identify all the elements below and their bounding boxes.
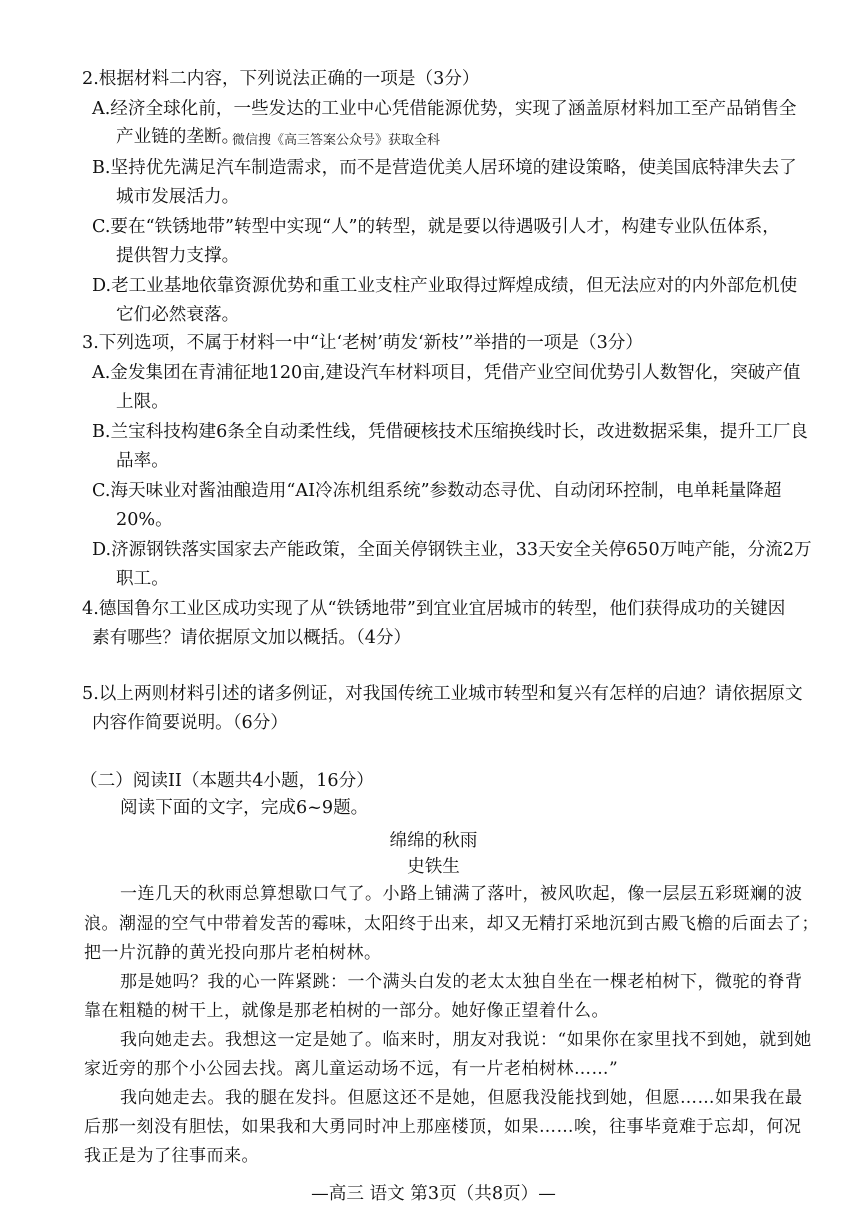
q2-option-a-cont: 产业链的垄断。 — [116, 127, 240, 147]
story-paragraph-1-cont: 浪。潮湿的空气中带着发苦的霉味，太阳终于出来，却又无精打采地沉到古殿飞檐的后面去了； — [84, 914, 819, 934]
q2-option-c: C.要在“铁锈地带”转型中实现“人”的转型，就是要以待遇吸引人才，构建专业队伍体系， — [92, 217, 780, 237]
story-paragraph-2: 那是她吗？我的心一阵紧跳：一个满头白发的老太太独自坐在一棵老柏树下，微驼的脊背 — [120, 972, 803, 992]
q2-option-b: B.坚持优先满足汽车制造需求，而不是营造优美人居环境的建设策略，使美国底特津失去了 — [92, 158, 797, 178]
story-paragraph-4-cont: 我正是为了往事而来。 — [84, 1146, 259, 1166]
question-5-stem: 5.以上两则材料引述的诸多例证，对我国传统工业城市转型和复兴有怎样的启迪？请依据原文 — [82, 684, 803, 704]
q2-option-a: A.经济全球化前，一些发达的工业中心凭借能源优势，实现了涵盖原材料加工至产品销售全 — [92, 99, 797, 119]
question-5-cont: 内容作简要说明。（6分） — [92, 713, 288, 733]
story-paragraph-1: 一连几天的秋雨总算想歇口气了。小路上铺满了落叶，被风吹起，像一层层五彩斑斓的波 — [120, 884, 803, 904]
q3-option-a-cont: 上限。 — [116, 392, 169, 412]
q3-option-d-cont: 职工。 — [116, 569, 169, 589]
question-2-stem: 2.根据材料二内容，下列说法正确的一项是（3分） — [82, 69, 480, 89]
q3-option-c: C.海天味业对酱油酿造用“AI冷冻机组系统”参数动态寻优、自动闭环控制，电单耗量降超 — [92, 481, 782, 501]
story-paragraph-3-cont: 家近旁的那个小公园去找。离儿童运动场不远，有一片老柏树林……” — [84, 1059, 619, 1079]
story-title: 绵绵的秋雨 — [389, 831, 478, 851]
q3-option-a: A.金发集团在青浦征地120亩,建设汽车材料项目，凭借产业空间优势引人数智化，突破产值 — [92, 363, 801, 383]
q3-option-b: B.兰宝科技构建6条全自动柔性线，凭借硬核技术压缩换线时长，改进数据采集，提升工厂良 — [92, 422, 808, 442]
story-paragraph-3: 我向她走去。我想这一定是她了。临来时，朋友对我说：“如果你在家里找不到她，就到她 — [120, 1030, 812, 1050]
question-4-stem: 4.德国鲁尔工业区成功实现了从“铁锈地带”到宜业宜居城市的转型，他们获得成功的关键因 — [82, 599, 786, 619]
question-3-stem: 3.下列选项，不属于材料一中“让‘老树’萌发‘新枝’”举措的一项是（3分） — [82, 333, 643, 353]
section-heading: （二）阅读II（本题共4小题，16分） — [80, 771, 374, 791]
q2-option-d-cont: 它们必然衰落。 — [116, 305, 240, 325]
story-author: 史铁生 — [407, 857, 460, 877]
story-paragraph-4-cont: 后那一刻没有胆怯，如果我和大勇同时冲上那座楼顶，如果……唉，往事毕竟难于忘却，何况 — [84, 1117, 802, 1137]
question-4-cont: 素有哪些？请依据原文加以概括。（4分） — [92, 628, 412, 648]
q2-option-b-cont: 城市发展活力。 — [116, 187, 240, 207]
q3-option-b-cont: 品率。 — [116, 451, 169, 471]
q2-option-c-cont: 提供智力支撑。 — [116, 246, 240, 266]
story-paragraph-1-cont: 把一片沉静的黄光投向那片老柏树林。 — [84, 943, 382, 963]
q2-option-d: D.老工业基地依靠资源优势和重工业支柱产业取得过辉煌成绩，但无法应对的内外部危机使 — [92, 276, 798, 296]
watermark-note: 微信搜《高三答案公众号》获取全科 — [232, 133, 441, 148]
q3-option-c-cont: 20%。 — [116, 510, 173, 530]
story-paragraph-4: 我向她走去。我的腿在发抖。但愿这还不是她，但愿我没能找到她，但愿……如果我在最 — [120, 1088, 803, 1108]
story-paragraph-2-cont: 靠在粗糙的树干上，就像是那老柏树的一部分。她好像正望着什么。 — [84, 1001, 609, 1021]
page-footer: —高三 语文 第3页（共8页）— — [311, 1184, 556, 1204]
section-instruction: 阅读下面的文字，完成6~9题。 — [120, 798, 369, 818]
q3-option-d: D.济源钢铁落实国家去产能政策，全面关停钢铁主业，33天安全关停650万吨产能，分流2万 — [92, 540, 812, 560]
